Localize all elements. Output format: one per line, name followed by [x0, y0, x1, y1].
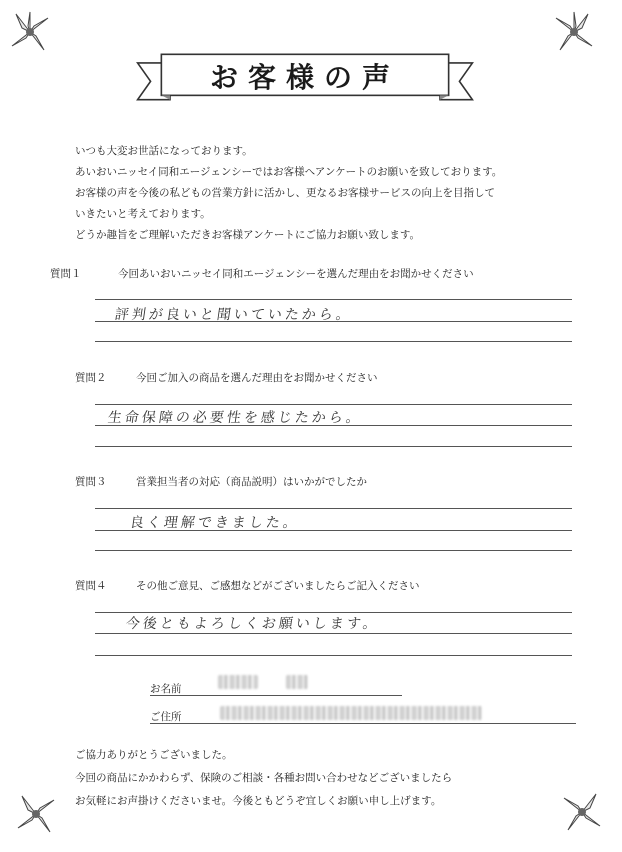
intro-line: いつも大変お世話になっております。: [75, 145, 253, 157]
name-label: お名前: [150, 683, 182, 695]
closing-line: ご協力ありがとうございました。: [75, 749, 233, 761]
question-label: 質問３: [75, 476, 107, 488]
intro-line: あいおいニッセイ同和エージェンシーではお客様へアンケートのお願いを致しております。: [75, 166, 503, 178]
question-text: 今回あいおいニッセイ同和エージェンシーを選んだ理由をお聞かせください: [118, 268, 474, 280]
flower-icon: [14, 792, 58, 836]
flower-icon: [552, 10, 596, 54]
answer-text: 評判が良いと聞いていたから。: [113, 307, 354, 323]
intro-line: どうか趣旨をご理解いただきお客様アンケートにご協力お願い致します。: [75, 229, 421, 241]
closing-line: 今回の商品にかかわらず、保険のご相談・各種お問い合わせなどございましたら: [75, 772, 453, 784]
answer-text: 今後ともよろしくお願いします。: [124, 616, 381, 632]
question-label: 質問２: [75, 372, 107, 384]
question-label: 質問１: [50, 268, 82, 280]
question-text: その他ご意見、ご感想などがございましたらご記入ください: [136, 580, 420, 592]
question-label: 質問４: [75, 580, 107, 592]
answer-text: 良く理解できました。: [128, 515, 301, 531]
page-title: お客様の声: [209, 61, 400, 94]
address-label: ご住所: [150, 711, 182, 723]
question-text: 営業担当者の対応（商品説明）はいかがでしたか: [136, 476, 367, 488]
closing-line: お気軽にお声掛けくださいませ。今後ともどうぞ宜しくお願い申し上げます。: [75, 795, 442, 807]
flower-icon: [8, 10, 52, 54]
answer-text: 生命保障の必要性を感じたから。: [106, 410, 364, 426]
intro-line: いきたいと考えております。: [75, 208, 211, 220]
name-redacted: [286, 675, 308, 689]
flower-icon: [560, 790, 604, 834]
address-redacted: [220, 706, 482, 720]
question-text: 今回ご加入の商品を選んだ理由をお聞かせください: [136, 372, 378, 384]
name-redacted: [218, 675, 258, 689]
intro-line: お客様の声を今後の私どもの営業方針に活かし、更なるお客様サービスの向上を目指して: [75, 187, 495, 199]
